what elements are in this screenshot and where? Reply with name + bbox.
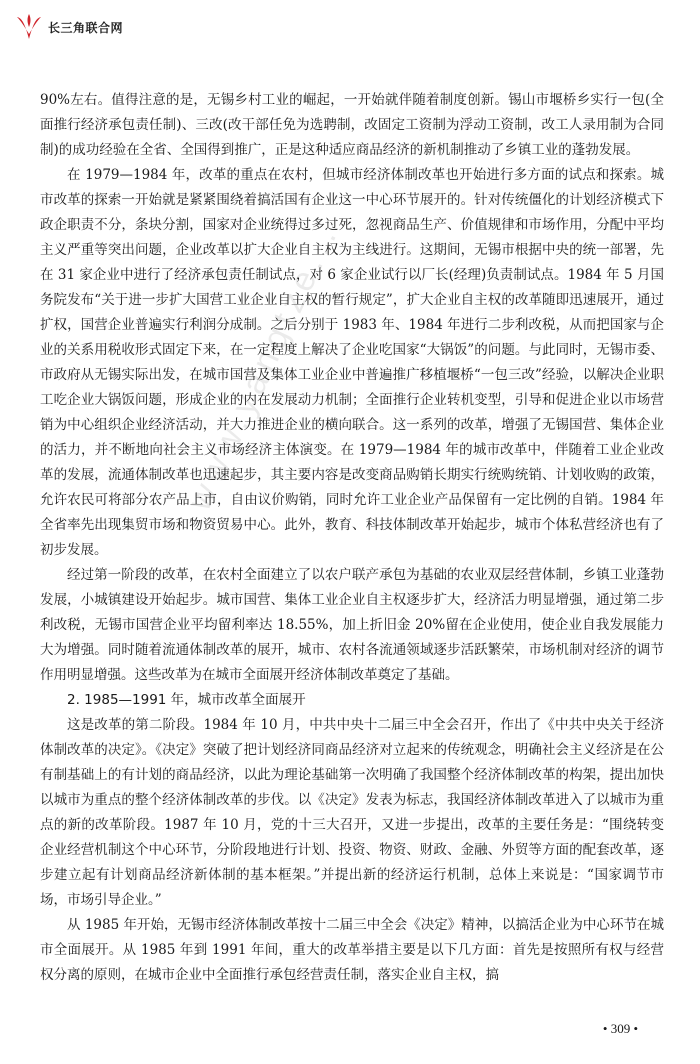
watermark: www.yangtze... <box>180 216 347 517</box>
article-body <box>40 88 664 988</box>
paragraph-3: 经过第一阶段的改革，在农村全面建立了以农户联产承包为基础的农业双层经营体制，乡镇工业蓬勃发展，小城镇建设开始起步。城市国营、集体工业企业自主权逐步扩大，经济活力明显增强，通过第二步利改税，无锡市国营企业平均留利率达 18.55%，加上折旧金 20%留在企业使用，使企业自我发展能力大为增强。同时随着流通体制改革的展开，城市、农村各流通领域逐步活跃繁荣，市场机制对经济的调节作用明显增强。这些改革为在城市全面展开经济体制改革奠定了基础。 <box>40 567 664 683</box>
paragraph-5: 从 1985 年开始，无锡市经济体制改革按十二届三中全会《决定》精神，以搞活企业为中心环节在城市全面展开。从 1985 年到 1991 年间，重大的改革举措主要是以下几方面：首先是按照所有权与经营权分离的原则，在城市企业中全面推行承包经营责任制，落实企业自主权，搞 <box>40 917 664 983</box>
paragraph-1: 90%左右。值得注意的是，无锡乡村工业的崛起，一开始就伴随着制度创新。锡山市堰桥乡实行一包(全面推行经济承包责任制)、三改(改干部任免为选聘制，改固定工资制为浮动工资制，改工人录用制为合同制)的成功经验在全省、全国得到推广，正是这种适应商品经济的新机制推动了乡镇工业的蓬勃发展。 <box>40 92 664 158</box>
page-number: • 309 • <box>602 1021 638 1036</box>
page-header <box>14 10 123 44</box>
section-heading: 2. 1985—1991 年，城市改革全面展开 <box>67 692 306 708</box>
paragraph-2: 在 1979—1984 年，改革的重点在农村，但城市经济体制改革也开始进行多方面的试点和探索。城市改革的探索一开始就是紧紧围绕着搞活国有企业这一中心环节展开的。针对传统僵化的计划经济模式下政企职责不分，条块分割，国家对企业统得过多过死，忽视商品生产、价值规律和市场作用，分配中平均主义严重等突出问题，企业改革以扩大企业自主权为主线进行。这期间，无锡市根据中央的统一部署，先在 31 家企业中进行了经济承包责任制试点，对 6 家企业试行以厂长(经理)负责制试点。1984 年 5 月国务院发布“关于进一步扩大国营工业企业自主权的暂行规定”，扩大企业自主权的改革随即迅速展开，通过扩权，国营企业普遍实行利润分成制。之后分别于 1983 年、1984 年进行二步利改税，从而把国家与企业的关系用税收形式固定下来，在一定程度上解决了企业吃国家“大锅饭”的问题。与此同时，无锡市委、市政府从无锡实际出发，在城市国营及集体工业企业中普遍推广移植堰桥“一包三改”经验，以解决企业职工吃企业大锅饭问题，形成企业的内在发展动力机制；全面推行企业转机变型，引导和促进企业以市场营销为中心组织企业经济活动，并大力推进企业的横向联合。这一系列的改革，增强了无锡国营、集体企业的活力，并不断地向社会主义市场经济主体演变。在 1979—1984 年的城市改革中，伴随着工业企业改革的发展，流通体制改革也迅速起步，其主要内容是改变商品购销长期实行统购统销、计划收购的政策，允许农民可将部分农产品上市，自由议价购销，同时允许工业企业产品保留有一定比例的自销。1984 年全省率先出现集贸市场和物资贸易中心。此外，教育、科技体制改革开始起步，城市个体私营经济也有了初步发展。 <box>40 167 664 558</box>
paragraph-4: 这是改革的第二阶段。1984 年 10 月，中共中央十二届三中全会召开，作出了《中共中央关于经济体制改革的决定》。《决定》突破了把计划经济同商品经济对立起来的传统观念，明确社会主义经济是在公有制基础上的有计划的商品经济，以此为理论基础第一次明确了我国整个经济体制改革的构架，提出加快以城市为重点的整个经济体制改革的步伐。以《决定》发表为标志，我国经济体制改革进入了以城市为重点的新的改革阶段。1987 年 10 月，党的十三大召开，又进一步提出，改革的主要任务是：“围绕转变企业经营机制这个中心环节，分阶段地进行计划、投资、物资、财政、金融、外贸等方面的配套改革，逐步建立起有计划商品经济新体制的基本框架。”并提出新的经济运行机制，总体上来说是：“国家调节市场，市场引导企业。” <box>40 717 664 908</box>
v-flame-logo-icon <box>14 12 44 42</box>
brand-name: 长三角联合网 <box>48 20 124 35</box>
